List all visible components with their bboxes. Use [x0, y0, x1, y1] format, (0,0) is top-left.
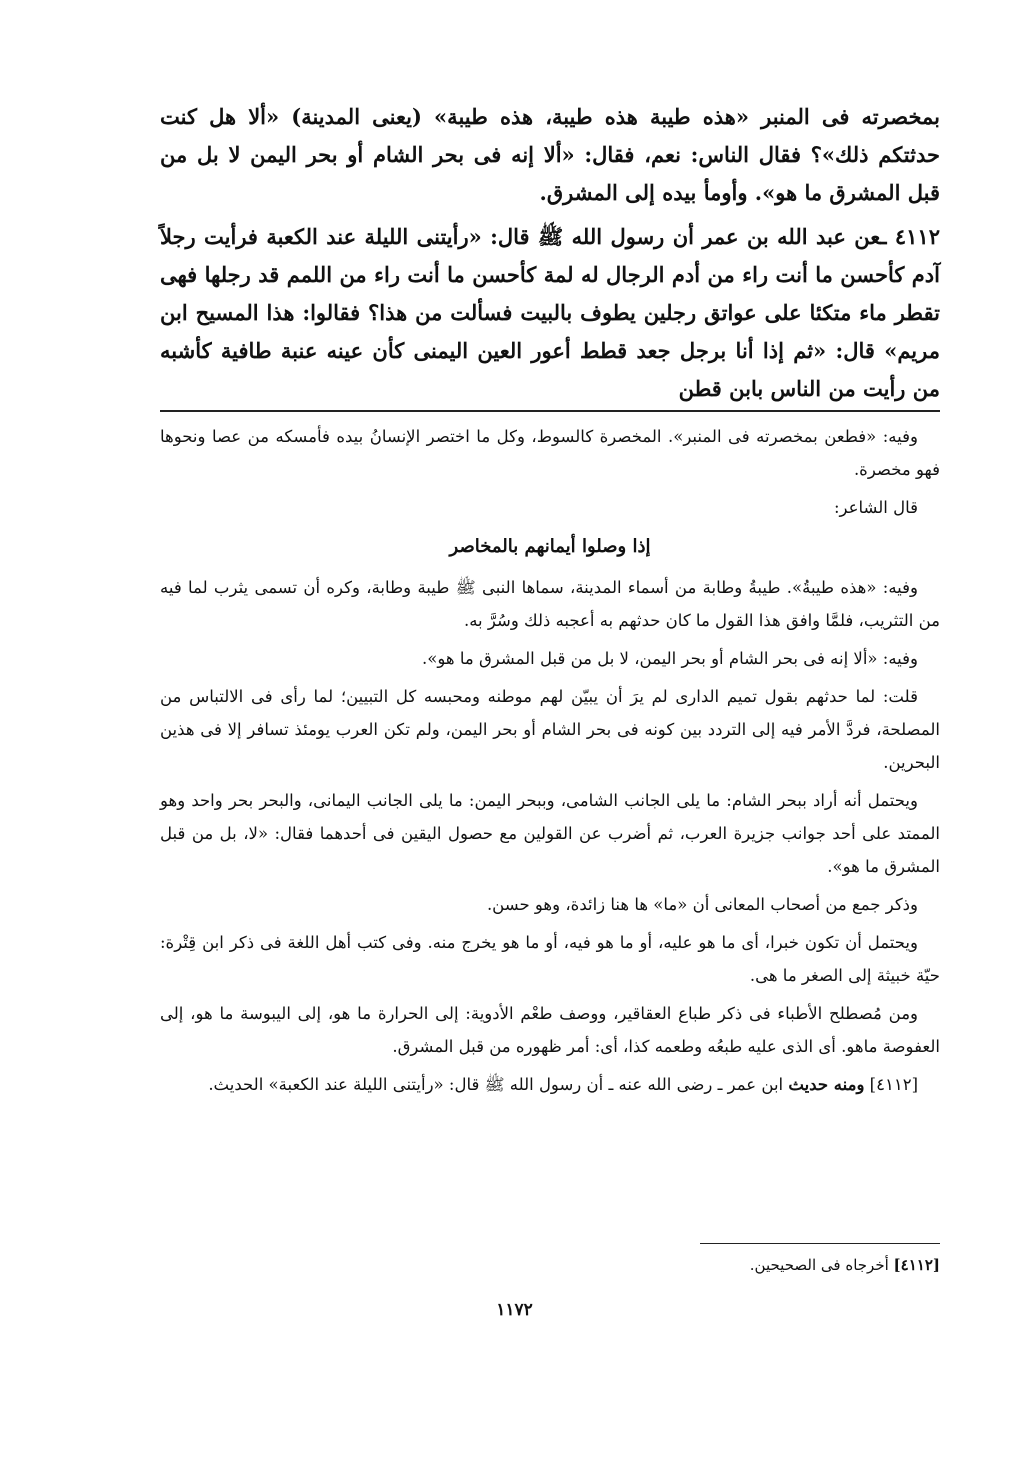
commentary-paragraph: ويحتمل أنه أراد ببحر الشام: ما يلى الجانب الشامى، وببحر اليمن: ما يلى الجانب اليمانى، والبحر بحر واحد وهو الممتد على أحد جوانب جزيرة العرب، ثم أضرب عن القولين مع حصول اليقين فى أحدهما فقال: «لا، بل من قبل المشرق ما هو». — [160, 791, 940, 876]
hadith-ref: [٤١١٢] — [869, 1075, 918, 1094]
poetry-verse: إذا وصلوا أيمانهم بالمخاصر — [449, 536, 651, 557]
commentary-paragraph: وذكر جمع من أصحاب المعانى أن «ما» ها هنا زائدة، وهو حسن. — [486, 895, 918, 914]
separator-rule — [160, 410, 940, 412]
main-paragraph: بمخصرته فى المنبر «هذه طيبة هذه طيبة، هذه طيبة» (يعنى المدينة) «ألا هل كنت حدثتكم ذلك»؟ فقال الناس: نعم، فقال: «ألا إنه فى بحر الشام أو بحر اليمن لا بل من قبل المشرق ما هو». وأومأ بيده إلى المشرق. — [160, 104, 940, 205]
footnote-ref: [٤١١٢] — [893, 1256, 940, 1274]
footnote-text: أخرجاه فى الصحيحين. — [749, 1256, 889, 1274]
hadith-text: عن عبد الله بن عمر أن رسول الله ﷺ قال: «رأيتنى الليلة عند الكعبة فرأيت رجلاً آدم كأحسن ما أنت راء من أدم الرجال له لمة كأحسن ما أنت راء من اللمم قد رجلها فهى تقطر ماء متكئا على عواتق رجلين يطوف بالبيت فسألت من هذا؟ فقالوا: هذا المسيح ابن مريم» قال: «ثم إذا أنا برجل جعد قطط أعور العين اليمنى كأن عينه عنبة طافية كأشبه من رأيت من الناس بابن قطن — [160, 224, 940, 401]
commentary-paragraph-hadith-ref — [160, 1068, 940, 1101]
commentary-paragraph: وفيه: «ألا إنه فى بحر الشام أو بحر اليمن، لا بل من قبل المشرق ما هو». — [422, 649, 918, 668]
commentary-paragraph: وفيه: «هذه طيبةُ». طيبةُ وطابة من أسماء المدينة، سماها النبى ﷺ طيبة وطابة، وكره أن تسمى يثرب لما فيه من التثريب، فلمَّا وافق هذا القول ما كان حدثهم به أعجبه ذلك وسُرَّ به. — [160, 578, 940, 630]
hadith-paragraph — [160, 218, 940, 408]
main-text — [160, 98, 940, 408]
commentary-paragraph: قال الشاعر: — [833, 498, 918, 517]
footnote-rule — [700, 1243, 940, 1244]
hadith-ref-text: ابن عمر ـ رضى الله عنه ـ أن رسول الله ﷺ قال: «رأيتنى الليلة عند الكعبة» الحديث. — [208, 1075, 784, 1094]
commentary-paragraph: وفيه: «فطعن بمخصرته فى المنبر». المخصرة كالسوط، وكل ما اختصر الإنسانُ بيده فأمسكه من عصا ونحوها فهو مخصرة. — [160, 427, 940, 479]
commentary-paragraph: ومن مُصطلح الأطباء فى ذكر طباع العقاقير، ووصف طعْم الأدوية: إلى الحرارة ما هو، إلى اليبوسة ما هو، إلى العفوصة ماهو. أى الذى عليه طبعُه وطعمه كذا، أى: أمر ظهوره من قبل المشرق. — [160, 1004, 940, 1056]
commentary-paragraph: ويحتمل أن تكون خبرا، أى ما هو عليه، أو ما هو فيه، أو ما هو يخرج منه. وفى كتب أهل اللغة فى ذكر ابن قِتْرة: حيّة خبيثة إلى الصغر ما هى. — [160, 933, 940, 985]
hadith-number: ٤١١٢ ـ — [880, 224, 940, 249]
hadith-ref-lead: ومنه حديث — [788, 1075, 865, 1094]
commentary-section — [160, 420, 940, 1106]
commentary-paragraph: قلت: لما حدثهم بقول تميم الدارى لم يرَ أن يبيّن لهم موطنه ومحبسه كل التبيين؛ لما رأى فى الالتباس من المصلحة، فردَّ الأمر فيه إلى التردد بين كونه فى بحر الشام أو بحر اليمن، ولم تكن العرب يومئذ تسافر إلا فى هذين البحرين. — [160, 687, 940, 772]
footnote — [160, 1252, 940, 1278]
page-number: ١١٧٢ — [496, 1300, 533, 1320]
